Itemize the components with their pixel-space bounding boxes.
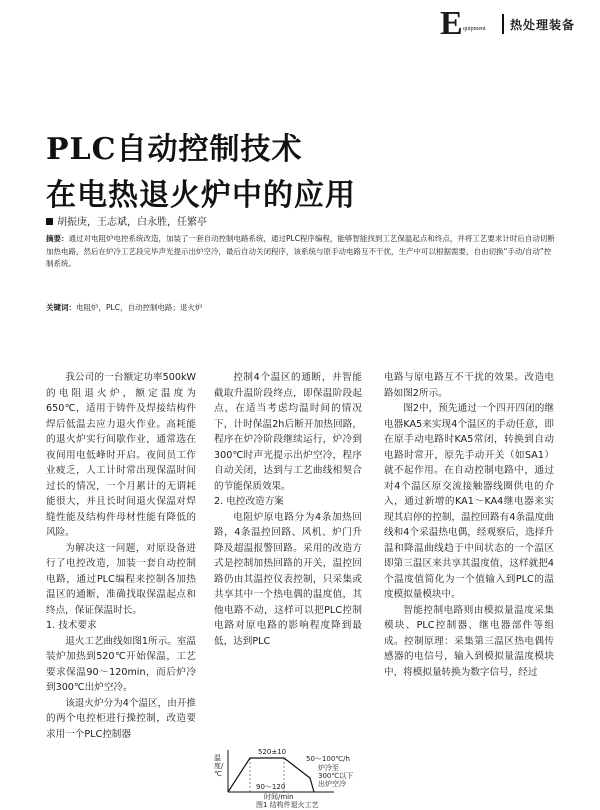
y-axis-label: 温度/℃ [214,754,224,778]
x-axis-label: 时间/min [264,793,294,801]
paragraph: 电路与原电路互不干扰的效果。改造电路如图2所示。 [384,372,554,399]
keywords-text: 电阻炉，PLC，自动控制电路；退火炉 [76,303,203,312]
column-2 [214,370,362,740]
section-heading: 1. 技术要求 [46,620,97,631]
paragraph: 电阻炉原电路分为4条加热回路，4条温控回路、风机、炉门升降及超温报警回路。采用的改造方式是控制加热回路的开关，温控回路仍由其温控仪表控制，只采集或共享其中一个热电偶的温度值，其他电路不动，这样可以把PLC控制电路对原电路的影响程度降到最低，达到PLC [214,511,362,647]
paragraph: 为解决这一问题，对原设备进行了电控改造，加装一套自动控制电路，通过PLC编程来控制各加热温区的通断，准确找取保温起点和终点，保证保温时长。 [46,542,196,616]
header-sub: quipment [463,26,486,32]
figure-1 [214,748,364,808]
title-line-2: 在电热退火炉中的应用 [46,178,356,213]
hold-time-label: 90～120 [256,783,286,791]
author-bullet [46,218,53,225]
author-names: 胡振庚，王志斌，白永胜，任繁亭 [57,217,207,228]
paragraph: 图2中，预先通过一个四开四闭的继电器KA5来实现4个温区的手动任意，即在原手动电路时KA5常闭，转换到自动电路时常开，原先手动开关（如SA1）就不起作用。在自动控制电路中，通过对4个温区原交流接触器线圈供电的介入，通过新增的KA1～KA4继电器来实现其启停的控制，温控回路有4条温度曲线和4个采温热电偶，经观察后，选择升温和降温曲线趋于中间状态的一个温区即第三温区来共享其温度值，这样就把4个温度值简化为一个值输入到PLC的温度模拟量模块中。 [384,403,554,600]
paragraph: 退火工艺曲线如图1所示。室温装炉加热到520℃开始保温，工艺要求保温90～120min，而后炉冷到300℃出炉空冷。 [46,635,196,693]
figure-caption: 图1 结构件退火工艺 [256,801,319,809]
header-divider [502,14,504,34]
abstract-label: 摘要： [46,234,69,243]
cool-note-label: 炉冷至300℃以下出炉空冷 [318,764,354,788]
title-line-1: PLC自动控制技术 [46,132,303,167]
hold-temp-label: 520±10 [258,748,287,756]
keywords [46,302,558,313]
section-heading: 2. 电控改造方案 [214,496,284,507]
abstract [46,233,558,271]
journal-header [430,6,595,46]
header-letter: E [440,5,463,42]
header-section: 热处理装备 [510,18,576,32]
authors [46,213,207,228]
paragraph: 我公司的一台额定功率500kW的电阻退火炉，额定温度为650℃，适用于铸件及焊接结构件焊后低温去应力退火作业。高耗能的退火炉实行间歇作业，通常选在夜间用电低峰时开启。夜间员工作业疲乏，人工计时常出现保温时间过长的情况，一个月累计的无谓耗能很大，并且长时间退火保温对焊缝性能及结构件母材性能有降低的风险。 [46,372,196,538]
keywords-label: 关键词： [46,303,76,312]
abstract-text: 通过对电阻炉电控系统改造，加装了一套自动控制电路系统，通过PLC程序编程，能够智能找到工艺保温起点和终点，并将工艺要求计时后自动切断加热电路，然后在炉冷工艺段完毕声光提示出炉空冷，最后自动关闭程序，该系统与原手动电路互不干扰，生产中可以根据需要，自由切换“手动/自动”控制系统。 [46,234,555,268]
column-1 [46,370,196,810]
paragraph: 该退火炉分为4个温区，由开推的两个电控柜进行操控制，改造要求用一个PLC控制器 [46,697,196,740]
cool-rate-label: 50～100℃/h [306,755,350,763]
column-3 [384,370,554,810]
paragraph: 控制4个温区的通断，并智能截取升温阶段终点，即保温阶段起点，在适当考虑均温时间的情况下，计时保温2h后断开加热回路，程序在炉冷阶段继续运行，炉冷到300℃时声光提示出炉空冷，程序自动关闭，达到与工艺曲线相契合的节能保质效果。 [214,372,362,492]
paragraph: 智能控制电路则由模拟量温度采集模块、PLC控制器、继电器部件等组成。控制原理：采集第三温区热电偶传感器的电信号，输入到模拟量温度模块中，将模拟量转换为数字信号，经过 [384,604,554,678]
